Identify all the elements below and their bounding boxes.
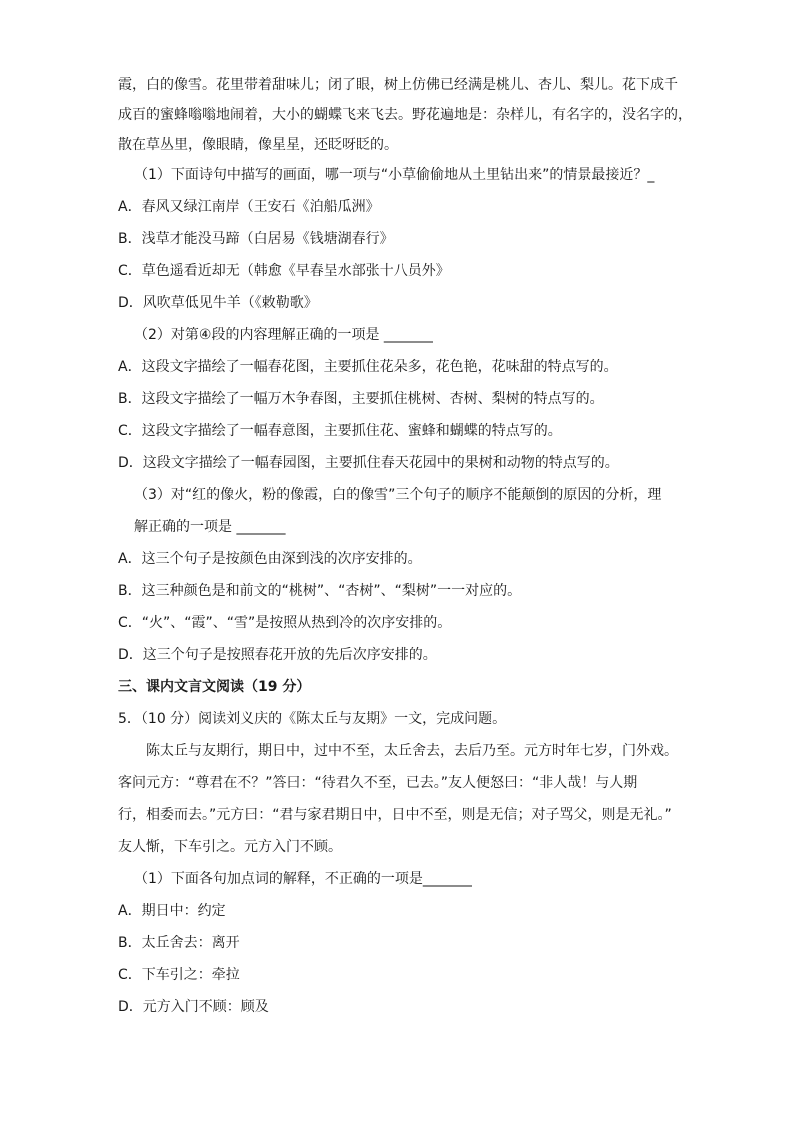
question-1-option-c: C．草色遥看近却无（韩愈《早春呈水部张十八员外》 — [118, 263, 450, 279]
question-1-option-a: A．春风又绿江南岸（王安石《泊船瓜洲》 — [118, 199, 380, 215]
classical-text-line: 陈太丘与友期行，期日中，过中不至，太丘舍去，去后乃至。元方时年七岁，门外戏。 — [146, 743, 678, 759]
question-2-option-b: B．这段文字描绘了一幅万木争春图，主要抓住桃树、杏树、梨树的特点写的。 — [118, 391, 604, 407]
question-1-option-b: B．浅草才能没马蹄（白居易《钱塘湖春行》 — [118, 231, 394, 247]
question-2-option-d: D．这段文字描绘了一幅春园图，主要抓住春天花园中的果树和动物的特点写的。 — [118, 455, 619, 471]
passage-line: 成百的蜜蜂嗡嗡地闹着，大小的蝴蝶飞来飞去。野花遍地是：杂样儿，有名字的，没名字的， — [118, 107, 692, 123]
question-3-option-c: C．“火”、“霞”、“雪”是按照从热到冷的次序安排的。 — [118, 615, 452, 631]
question-5-1-stem: （1）下面各句加点词的解释，不正确的一项是_______ — [134, 871, 472, 887]
question-5-1-option-a: A．期日中：约定 — [118, 903, 226, 919]
question-5-stem: 5．（10 分）阅读刘义庆的《陈太丘与友期》一文，完成问题。 — [118, 711, 507, 727]
question-5-1-option-c: C．下车引之：牵拉 — [118, 967, 240, 983]
section-heading: 三、课内文言文阅读（19 分） — [118, 679, 311, 695]
classical-text-line: 客问元方：“尊君在不？”答曰：“待君久不至，已去。”友人便怒曰：“非人哉！与人期 — [118, 775, 638, 791]
question-1-stem: （1）下面诗句中描写的画面，哪一项与“小草偷偷地从土里钻出来”的情景最接近？_ — [134, 167, 655, 183]
question-2-stem: （2）对第④段的内容理解正确的一项是 _______ — [134, 327, 433, 343]
question-5-1-option-b: B．太丘舍去：离开 — [118, 935, 240, 951]
question-3-stem: （3）对“红的像火，粉的像霞，白的像雪”三个句子的顺序不能颠倒的原因的分析，理 — [134, 487, 662, 503]
question-3-option-b: B．这三种颜色是和前文的“桃树”、“杏树”、“梨树”一一对应的。 — [118, 583, 522, 599]
question-3-option-d: D．这三个句子是按照春花开放的先后次序安排的。 — [118, 647, 437, 663]
question-1-option-d: D．风吹草低见牛羊（《敕勒歌》 — [118, 295, 318, 311]
passage-line: 散在草丛里，像眼睛，像星星，还眨呀眨的。 — [118, 137, 398, 153]
classical-text-line: 友人惭，下车引之。元方入门不顾。 — [118, 839, 342, 855]
question-2-option-a: A．这段文字描绘了一幅春花图，主要抓住花朵多，花色艳，花味甜的特点写的。 — [118, 359, 618, 375]
classical-text-line: 行，相委而去。”元方曰：“君与家君期日中，日中不至，则是无信；对子骂父，则是无礼。” — [118, 807, 672, 823]
question-3-option-a: A．这三个句子是按颜色由深到浅的次序安排的。 — [118, 551, 422, 567]
passage-line: 霞，白的像雪。花里带着甜味儿；闭了眼，树上仿佛已经满是桃儿、杏儿、梨儿。花下成千 — [118, 77, 678, 93]
question-3-stem-cont: 解正确的一项是 _______ — [134, 519, 286, 535]
question-2-option-c: C．这段文字描绘了一幅春意图，主要抓住花、蜜蜂和蝴蝶的特点写的。 — [118, 423, 562, 439]
question-5-1-option-d: D．元方入门不顾：顾及 — [118, 999, 269, 1015]
